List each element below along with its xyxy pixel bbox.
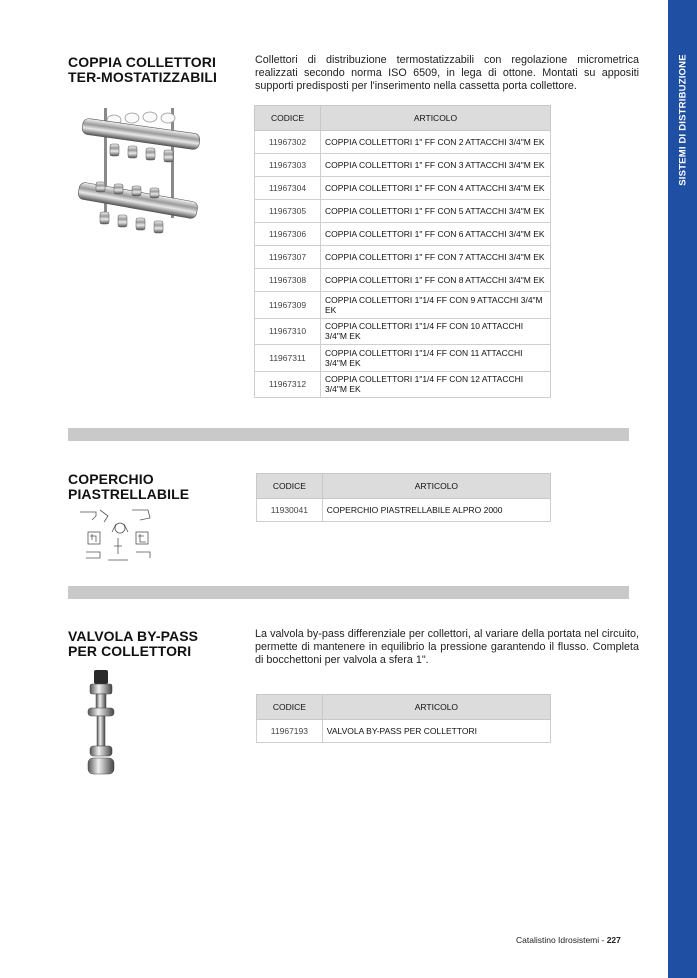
product-code: 11967306 [255, 223, 321, 246]
product-code: 11967310 [255, 318, 321, 345]
bypass-valve-image [84, 668, 124, 780]
product-code: 11967311 [255, 345, 321, 372]
product-article: COPPIA COLLETTORI 1" FF CON 4 ATTACCHI 3/4"M EK [321, 177, 551, 200]
table-row [255, 246, 551, 269]
table-row [255, 269, 551, 292]
product-article: COPPIA COLLETTORI 1"1/4 FF CON 12 ATTACCHI 3/4"M EK [321, 371, 551, 398]
table-row [257, 499, 551, 522]
table-header-articolo: ARTICOLO [322, 474, 550, 499]
product-code: 11967308 [255, 269, 321, 292]
product-code: 11967302 [255, 131, 321, 154]
table-row [255, 292, 551, 319]
table-row [255, 154, 551, 177]
product-article: COPPIA COLLETTORI 1"1/4 FF CON 9 ATTACCHI 3/4"M EK [321, 292, 551, 319]
product-article: COPPIA COLLETTORI 1" FF CON 7 ATTACCHI 3/4"M EK [321, 246, 551, 269]
table-row [255, 131, 551, 154]
product-code: 11967312 [255, 371, 321, 398]
product-code: 11967193 [257, 720, 323, 743]
table-row [255, 200, 551, 223]
sidebar-label-wrap [668, 0, 697, 200]
product-article: VALVOLA BY-PASS PER COLLETTORI [322, 720, 550, 743]
product-article: COPPIA COLLETTORI 1" FF CON 6 ATTACCHI 3/4"M EK [321, 223, 551, 246]
product-code: 11967307 [255, 246, 321, 269]
product-table-collettori [254, 105, 551, 398]
tile-cover-diagram [78, 506, 158, 564]
table-header-codice: CODICE [257, 695, 323, 720]
section-title-coperchio: COPERCHIO PIASTRELLABILE [68, 471, 190, 502]
product-code: 11930041 [257, 499, 323, 522]
section-divider [68, 428, 629, 441]
section-divider [68, 586, 629, 599]
product-table-coperchio [256, 473, 551, 522]
table-row [255, 318, 551, 345]
product-article: COPPIA COLLETTORI 1"1/4 FF CON 10 ATTACCHI 3/4"M EK [321, 318, 551, 345]
table-header-articolo: ARTICOLO [321, 106, 551, 131]
manifold-pair-image [74, 100, 214, 242]
section-title-valvola: VALVOLA BY-PASS PER COLLETTORI [68, 628, 199, 659]
product-code: 11967303 [255, 154, 321, 177]
product-code: 11967304 [255, 177, 321, 200]
product-article: COPPIA COLLETTORI 1" FF CON 2 ATTACCHI 3/4"M EK [321, 131, 551, 154]
page-number: 227 [606, 935, 621, 945]
table-header-codice: CODICE [257, 474, 323, 499]
product-code: 11967309 [255, 292, 321, 319]
table-row [255, 223, 551, 246]
table-row [255, 371, 551, 398]
product-article: COPPIA COLLETTORI 1" FF CON 3 ATTACCHI 3/4"M EK [321, 154, 551, 177]
product-article: COPERCHIO PIASTRELLABILE ALPRO 2000 [322, 499, 550, 522]
product-article: COPPIA COLLETTORI 1" FF CON 8 ATTACCHI 3/4"M EK [321, 269, 551, 292]
table-header-codice: CODICE [255, 106, 321, 131]
section-description-valvola: La valvola by-pass differenziale per collettori, al variare della portata nel circuito, permette di mantenere in equilibrio la pressione garantendo il flusso. Completa di bocchettoni per valvola a sfera 1". [255, 628, 639, 666]
table-row [257, 720, 551, 743]
table-row [255, 177, 551, 200]
product-article: COPPIA COLLETTORI 1"1/4 FF CON 11 ATTACCHI 3/4"M EK [321, 345, 551, 372]
product-code: 11967305 [255, 200, 321, 223]
product-table-valvola [256, 694, 551, 743]
table-row [255, 345, 551, 372]
sidebar-label: SISTEMI DI DISTRIBUZIONE [677, 54, 688, 186]
footer-catalog-name: Catalistino Idrosistemi - [516, 935, 607, 945]
section-title-collettori: COPPIA COLLETTORI TER-MOSTATIZZABILI [68, 54, 218, 85]
product-article: COPPIA COLLETTORI 1" FF CON 5 ATTACCHI 3/4"M EK [321, 200, 551, 223]
page-footer [516, 935, 621, 945]
section-description-collettori: Collettori di distribuzione termostatizzabili con regolazione micrometrica realizzati secondo norma ISO 6509, in lega di ottone. Montati su appositi supporti predisposti per l'inserimento nella cassetta porta collettore. [255, 54, 639, 92]
table-header-articolo: ARTICOLO [322, 695, 550, 720]
